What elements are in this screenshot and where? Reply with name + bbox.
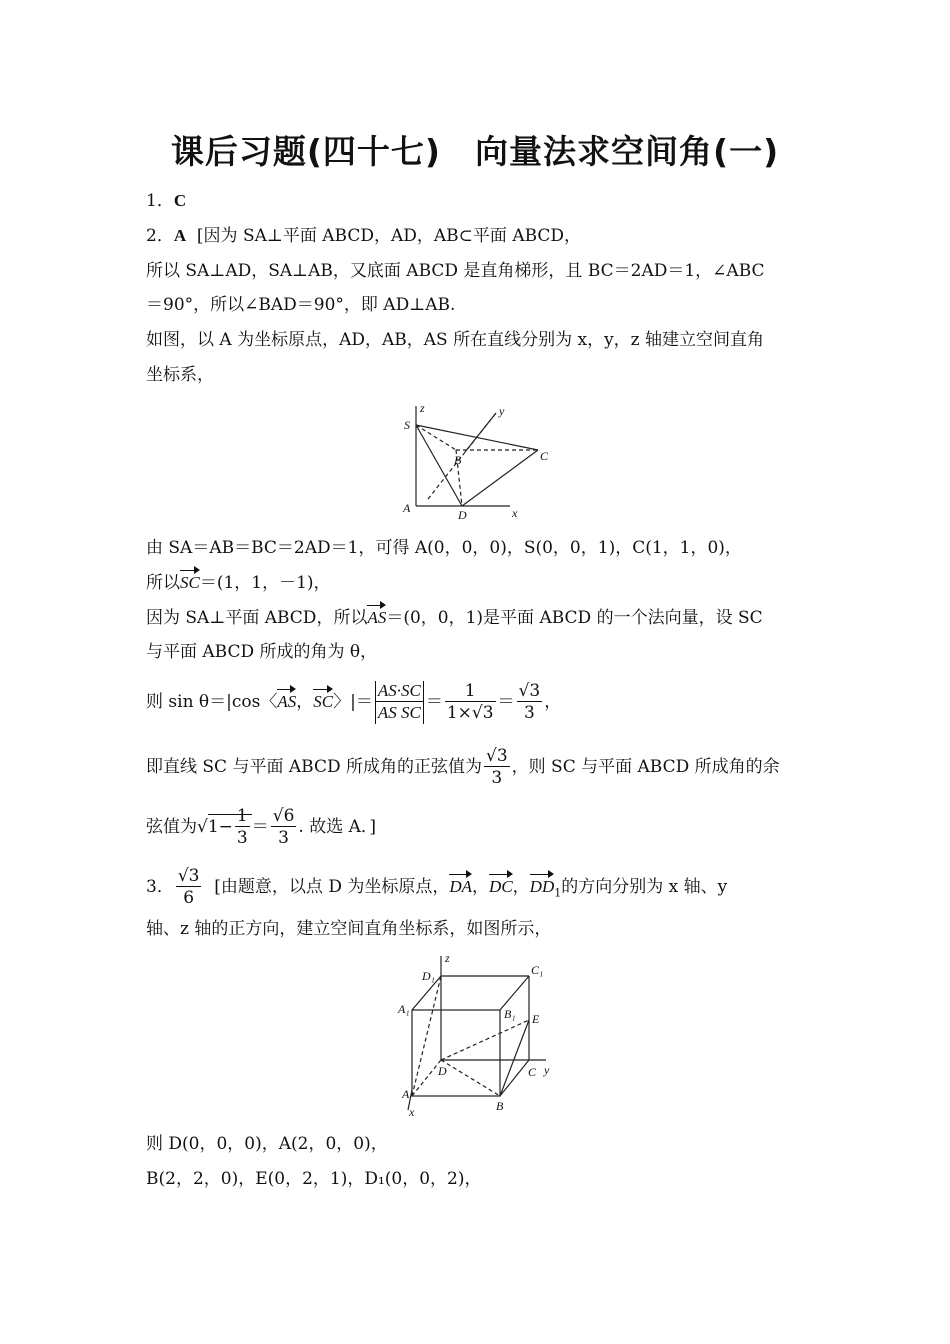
label-z: z [420, 401, 425, 415]
sine-den: 3 [491, 768, 503, 788]
fraction-num-2: 1 [445, 681, 496, 702]
fraction-num-3: √3 [518, 681, 541, 701]
fraction-den-2: 1×√3 [446, 703, 494, 723]
q2-text-12a: 弦值为 [146, 817, 197, 837]
comma: ， [544, 692, 562, 712]
label-c: C [528, 1065, 537, 1079]
root-content [207, 806, 252, 848]
label-s: S [404, 418, 410, 432]
q2-text-10a: 则 sin θ＝|cos〈 [146, 692, 278, 712]
q3-line-1 [146, 866, 727, 909]
q2-text-8b: ＝(0，0，1)是平面 ABCD 的一个法向量，设 SC [386, 608, 763, 628]
third-num: 1 [236, 806, 248, 826]
q2-line-7 [146, 572, 331, 594]
vector-dc: DC [489, 877, 513, 896]
page-title: 课后习题(四十七) 向量法求空间角(一) [170, 132, 780, 171]
q2-text-12b: . 故选 A．] [298, 817, 377, 837]
q1-number: 1． [146, 191, 174, 211]
label-d: D [458, 508, 467, 522]
sine-num: √3 [486, 746, 508, 766]
edge-sc [416, 425, 538, 450]
q2-line-12: 弦值为√1− $\frac{1}{3}$ ＝ $\frac{√6}{3}$ . 故选 A．] [146, 806, 377, 848]
q1-answer: C [173, 191, 187, 210]
vector-sc-2: SC [313, 692, 334, 711]
q3-line-3: 则 D(0，0，0)，A(2，0，0)， [146, 1134, 388, 1154]
label-b1: B₁ [504, 1007, 516, 1021]
label-z: z [445, 951, 450, 965]
q3-line-2: 轴、z 轴的正方向，建立空间直角坐标系，如图所示， [146, 919, 552, 939]
vector-as-2: AS [277, 692, 297, 711]
label-c: C [540, 449, 549, 463]
vector-dd1: DD [529, 877, 555, 896]
q2-text-7b: ＝(1，1，－1)， [199, 573, 331, 593]
cosine-den: 3 [278, 828, 289, 848]
edge-bc [500, 1060, 529, 1096]
q2-answer: A [173, 226, 187, 245]
q3-answer [176, 866, 202, 909]
q2-line-2: 所以 SA⊥AD，SA⊥AB，又底面 ABCD 是直角梯形，且 BC＝2AD＝1，∠ABC [146, 261, 765, 281]
fraction-one-over [445, 681, 496, 724]
label-x: x [512, 506, 518, 520]
label-a: A [403, 501, 411, 515]
q2-line-6: 由 SA＝AB＝BC＝2AD＝1，可得 A(0，0，0)，S(0，0，1)，C(1，1，0)， [146, 538, 742, 558]
q2-line-10 [146, 681, 561, 724]
equals-3: ＝ [251, 817, 269, 837]
equals: ＝ [425, 692, 443, 712]
label-b: B [454, 453, 462, 467]
q1-line [146, 190, 186, 212]
fraction-den-3: 3 [523, 703, 535, 723]
label-x: x [409, 1105, 415, 1119]
q2-text-11b: ，则 SC 与平面 ABCD 所成角的余 [511, 757, 780, 777]
figure-pyramid [398, 398, 558, 523]
fraction-third [235, 806, 250, 849]
edge-dc [462, 450, 538, 506]
label-e: E [532, 1012, 540, 1026]
edge-ad [412, 1060, 441, 1096]
q2-line-9: 与平面 ABCD 所成的角为 θ， [146, 642, 378, 662]
label-y: y [499, 404, 505, 418]
q2-text-8a: 因为 SA⊥平面 ABCD，所以 [146, 608, 368, 628]
edge-b1c1 [500, 976, 529, 1010]
q2-text-10b: 〉|＝ [333, 692, 373, 712]
q2-sep: ， [296, 692, 314, 712]
vector-dd1-sub: 1 [554, 886, 562, 900]
q3-text-1a: [由题意，以点 D 为坐标原点， [214, 877, 450, 897]
fraction-den: AS SC [375, 702, 424, 724]
q2-line-1 [146, 225, 581, 247]
vector-da: DA [449, 877, 473, 896]
label-c1: C₁ [531, 963, 544, 977]
q3-number: 3． [146, 877, 174, 897]
q2-line-8 [146, 607, 763, 629]
figure-cube [396, 950, 562, 1120]
fraction-sine [484, 746, 510, 789]
label-d1: D₁ [422, 969, 435, 983]
label-b: B [496, 1099, 504, 1113]
q3-answer-num: √3 [177, 866, 200, 886]
edge-be [500, 1020, 529, 1096]
fraction-sqrt3-3 [517, 681, 543, 724]
label-y: y [544, 1063, 550, 1077]
q2-line-11 [146, 746, 780, 789]
q3-line-4: B(2，2，0)，E(0，2，1)，D₁(0，0，2)， [146, 1169, 482, 1189]
q3-sep-2: ， [512, 877, 530, 897]
q2-number: 2． [146, 226, 174, 246]
vector-sc: SC [180, 573, 200, 592]
q2-line-3: ＝90°，所以∠BAD＝90°，即 AD⊥AB. [146, 295, 456, 315]
label-d: D [438, 1064, 447, 1078]
fraction-dot-product [375, 681, 424, 724]
edge-db [441, 1060, 500, 1096]
q2-text-1: [因为 SA⊥平面 ABCD，AD，AB⊂平面 ABCD， [196, 226, 582, 246]
q3-sep-1: ， [472, 877, 490, 897]
q2-line-5: 坐标系， [146, 365, 214, 385]
q2-line-4: 如图，以 A 为坐标原点，AD，AB，AS 所在直线分别为 x，y，z 轴建立空间直角 [146, 330, 765, 350]
equals-2: ＝ [497, 692, 515, 712]
fraction-cosine [271, 806, 297, 849]
q2-text-11a: 即直线 SC 与平面 ABCD 所成角的正弦值为 [146, 757, 482, 777]
label-a1: A₁ [398, 1002, 410, 1016]
label-a: A [402, 1087, 410, 1101]
q2-text-7a: 所以 [146, 573, 180, 593]
q3-text-1b: 的方向分别为 x 轴、y [561, 877, 728, 897]
vector-as: AS [367, 608, 387, 627]
third-den: 3 [236, 828, 248, 848]
root-text: 1− [207, 817, 233, 837]
fraction-num: AS·SC [375, 681, 424, 702]
cosine-num: √6 [272, 806, 295, 826]
q3-answer-den: 6 [183, 888, 195, 908]
y-axis [465, 413, 496, 452]
